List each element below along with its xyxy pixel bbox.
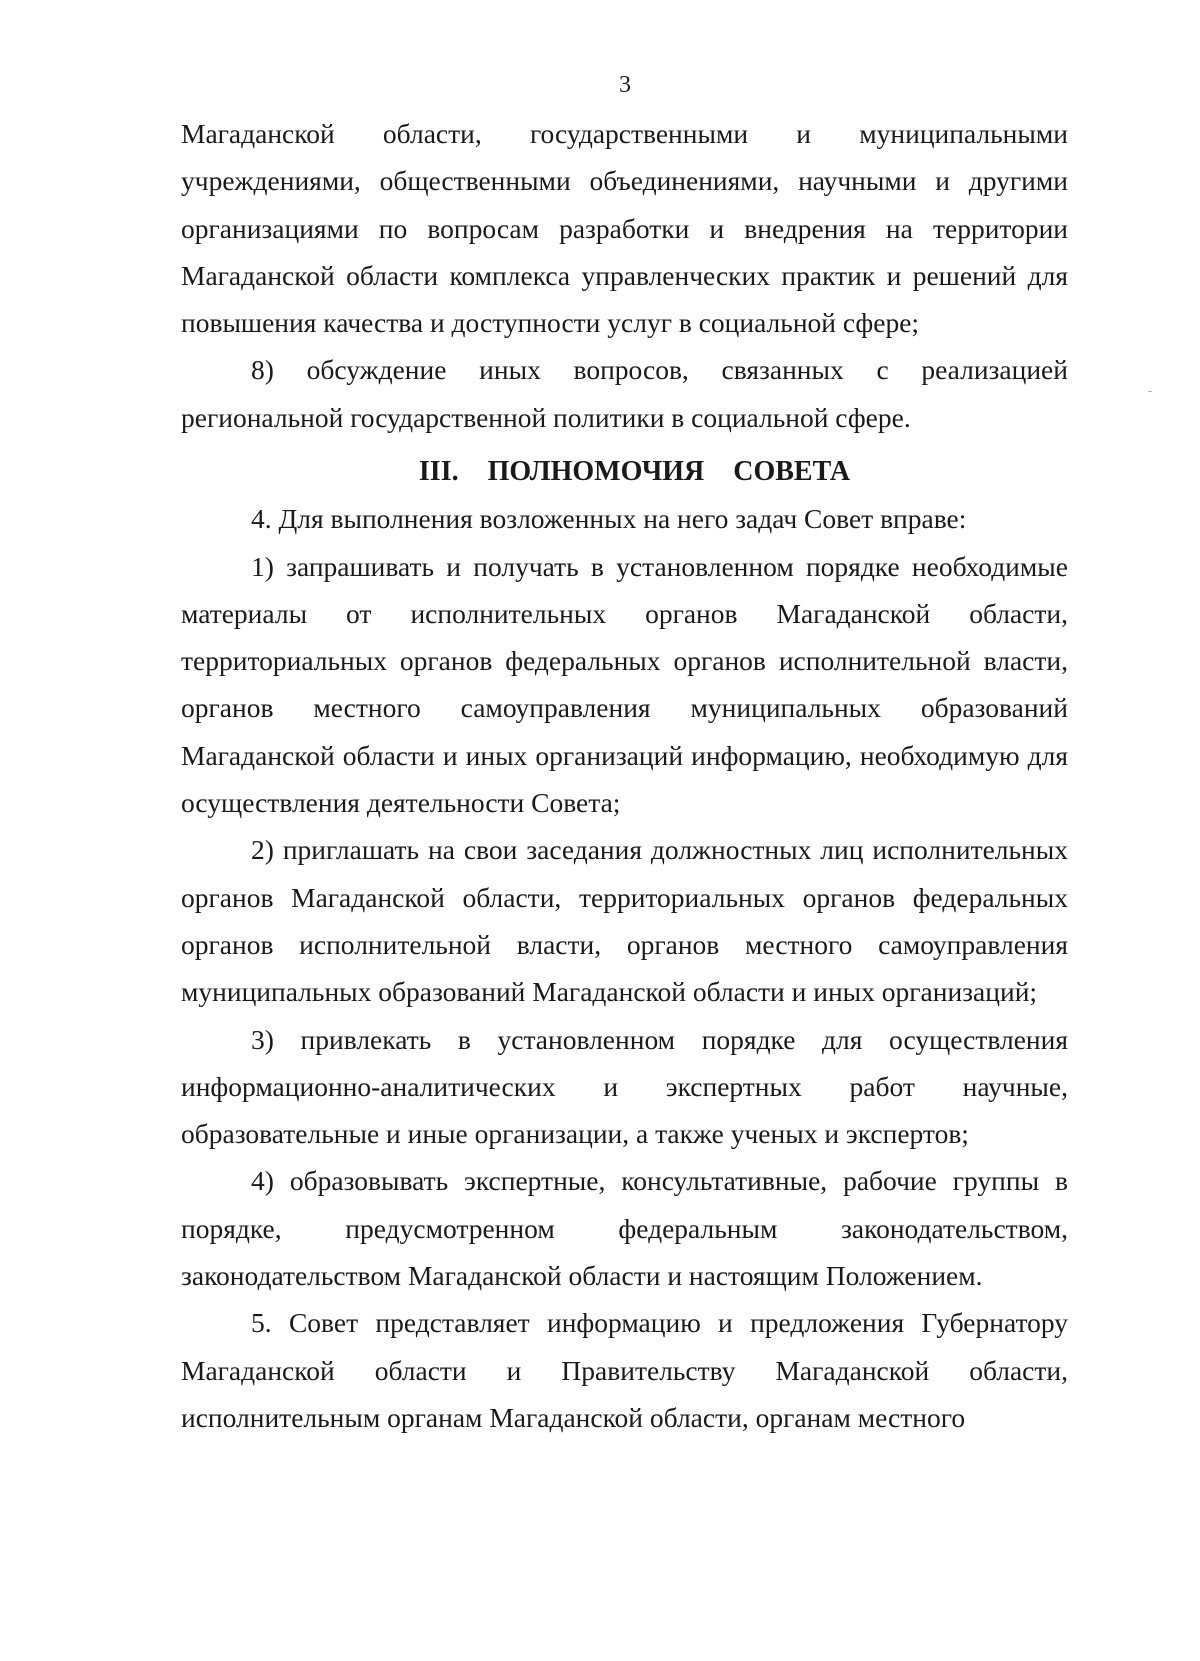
paragraph-4-item-2: 2) приглашать на свои заседания должностных лиц исполнительных органов Магаданской области, территориальных органов федеральных органов исполнительной власти, органов местного самоуправления муниципальных образований Магаданской области и иных организаций;	[181, 834, 1068, 1008]
paragraph-4-item-1: 1) запрашивать и получать в установленном порядке необходимые материалы от исполнительных органов Магаданской области, территориальных органов федеральных органов исполнительной власти, органов местного самоуправления муниципальных образований Магаданской области и иных организаций информацию, необходимую для осуществления деятельности Совета;	[181, 550, 1068, 819]
paragraph-5: 5. Совет представляет информацию и предложения Губернатору Магаданской области и Правительству Магаданской области, исполнительным органам Магаданской области, органам местного	[181, 1307, 1068, 1433]
paragraph-continuation: Магаданской области, государственными и муниципальными учреждениями, общественными объединениями, научными и другими организациями по вопросам разработки и внедрения на территории Магаданской области комплекса управленческих практик и решений для повышения качества и доступности услуг в социальной сфере;	[181, 118, 1068, 339]
paragraph-4-item-4: 4) образовывать экспертные, консультативные, рабочие группы в порядке, предусмотренном федеральным законодательством, законодательством Магаданской области и настоящим Положением.	[181, 1165, 1068, 1292]
paragraph-4: 4. Для выполнения возложенных на него задач Совет вправе:	[251, 503, 967, 535]
paragraph-item-8: 8) обсуждение иных вопросов, связанных с реализацией региональной государственной политики в социальной сфере.	[181, 354, 1068, 433]
scan-margin-mark	[1148, 391, 1152, 392]
paragraph-4-item-3: 3) привлекать в установленном порядке для осуществления информационно-аналитических и экспертных работ научные, образовательные и иные организации, а также ученых и экспертов;	[181, 1023, 1068, 1150]
section-heading: III. ПОЛНОМОЧИЯ СОВЕТА	[418, 456, 851, 487]
page-number: 3	[619, 72, 631, 98]
text-body	[181, 110, 1068, 441]
section-block	[181, 448, 1068, 1441]
